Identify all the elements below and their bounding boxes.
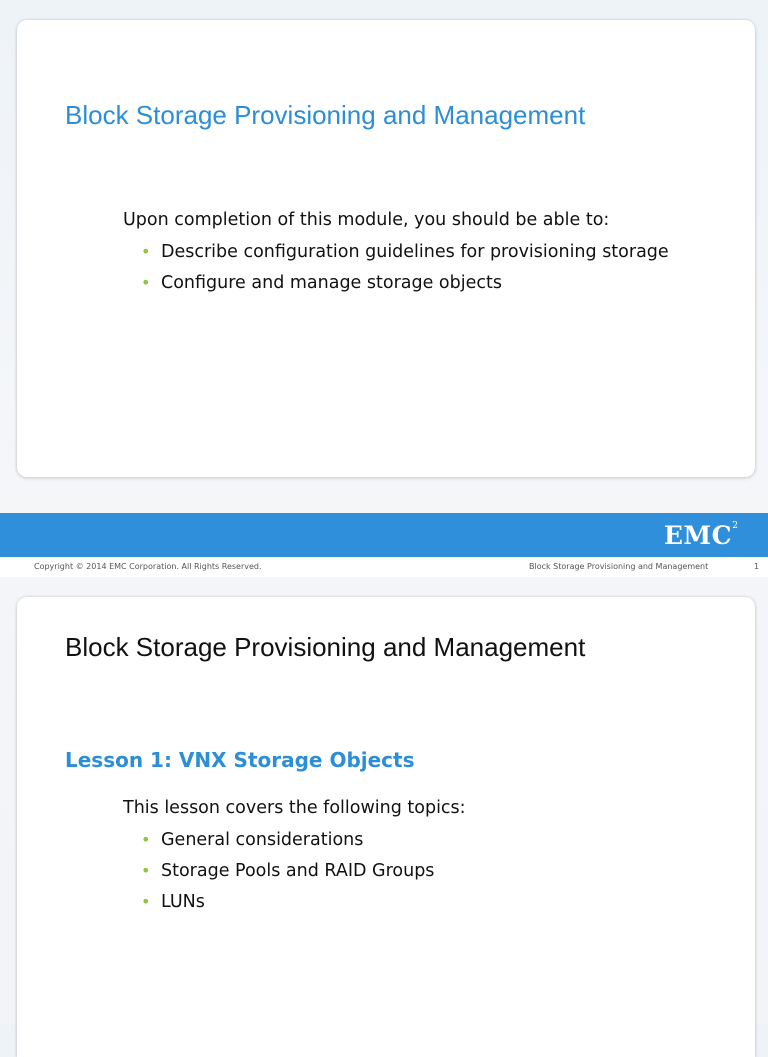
slide-2 bbox=[17, 597, 755, 1057]
slide-1 bbox=[17, 20, 755, 477]
bullet-text: Storage Pools and RAID Groups bbox=[161, 861, 435, 881]
slide-2-intro: This lesson covers the following topics: bbox=[123, 798, 466, 818]
slide-2-bullet-list bbox=[141, 829, 434, 922]
bullet-dot-icon: • bbox=[141, 242, 151, 261]
bullet-text: LUNs bbox=[161, 892, 205, 912]
bullet-item bbox=[141, 891, 434, 922]
slide-2-title: Block Storage Provisioning and Management bbox=[65, 632, 586, 662]
bullet-text: Configure and manage storage objects bbox=[161, 273, 502, 293]
emc-logo-superscript: 2 bbox=[732, 521, 738, 531]
bullet-dot-icon: • bbox=[141, 861, 151, 880]
slide-1-bullet-list bbox=[141, 241, 669, 303]
copyright-text: Copyright © 2014 EMC Corporation. All Rights Reserved. bbox=[34, 562, 262, 571]
bullet-dot-icon: • bbox=[141, 273, 151, 292]
emc-logo: EMC bbox=[663, 521, 732, 550]
footer-strip bbox=[0, 557, 768, 577]
bullet-item bbox=[141, 272, 669, 303]
bullet-dot-icon: • bbox=[141, 892, 151, 911]
footer-title: Block Storage Provisioning and Management bbox=[529, 562, 709, 571]
bullet-item bbox=[141, 860, 434, 891]
bullet-item bbox=[141, 241, 669, 272]
page-number: 1 bbox=[754, 562, 760, 571]
bullet-text: General considerations bbox=[161, 830, 364, 850]
slide-1-title: Block Storage Provisioning and Management bbox=[65, 100, 586, 130]
lesson-title: Lesson 1: VNX Storage Objects bbox=[65, 748, 415, 772]
bullet-dot-icon: • bbox=[141, 830, 151, 849]
footer-band bbox=[0, 513, 768, 557]
bullet-item bbox=[141, 829, 434, 860]
slide-1-intro: Upon completion of this module, you should be able to: bbox=[123, 210, 610, 230]
bullet-text: Describe configuration guidelines for provisioning storage bbox=[161, 242, 669, 262]
